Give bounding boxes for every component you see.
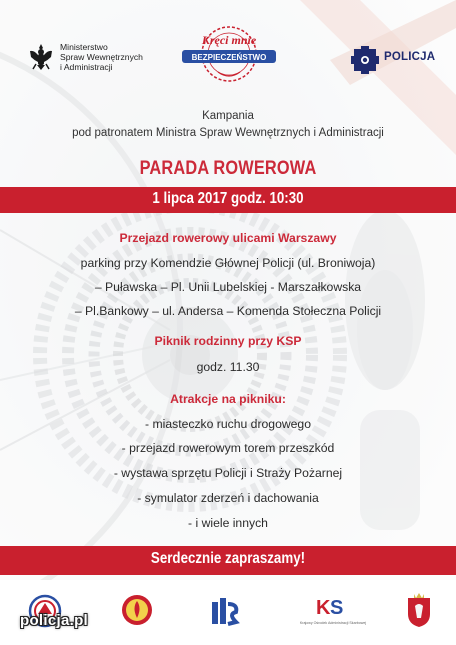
polish-eagle-icon bbox=[28, 42, 54, 72]
attraction-item: - symulator zderzeń i dachowania bbox=[137, 491, 319, 505]
its-logo-icon bbox=[210, 594, 240, 626]
attraction-item: - przejazd rowerowym torem przeszkód bbox=[121, 441, 335, 455]
invitation-text: Serdecznie zapraszamy! bbox=[150, 550, 306, 567]
watermark: policja.pl bbox=[20, 612, 89, 629]
campaign-logo-bottom-text: BEZPIECZEŃSTWO bbox=[191, 53, 267, 62]
poster-header bbox=[0, 0, 456, 95]
event-date: 1 lipca 2017 godz. 10:30 bbox=[152, 190, 304, 207]
ministry-line-1: Ministerstwo bbox=[60, 42, 108, 52]
svg-text:S: S bbox=[330, 597, 344, 619]
attractions-heading: Atrakcje na pikniku: bbox=[170, 392, 286, 406]
kas-logo-icon bbox=[299, 588, 367, 636]
patronage-line: pod patronatem Ministra Spraw Wewnętrznych i Administracji bbox=[72, 127, 384, 139]
event-title: PARADA ROWEROWA bbox=[139, 158, 317, 179]
picnic-time: godz. 11.30 bbox=[196, 360, 260, 374]
route-line-2: – Puławska – Pl. Unii Lubelskiej - Marszałkowska bbox=[94, 280, 362, 294]
attraction-item: - wystawa sprzętu Policji i Straży Pożarnej bbox=[113, 466, 343, 480]
picnic-heading: Piknik rodzinny przy KSP bbox=[154, 334, 302, 348]
ministry-line-3: i Administracji bbox=[60, 62, 113, 72]
police-star-icon bbox=[350, 46, 380, 74]
route-line-3: – Pl.Bankowy – ul. Andersa – Komenda Stołeczna Policji bbox=[74, 304, 382, 318]
attraction-item: - miasteczko ruchu drogowego bbox=[145, 417, 311, 431]
campaign-logo bbox=[178, 24, 280, 84]
fire-brigade-logo-icon bbox=[120, 592, 154, 628]
ministry-line-2: Spraw Wewnętrznych bbox=[60, 52, 143, 62]
campaign-logo-top-text: Kręci mnie bbox=[201, 33, 257, 47]
attraction-item: - i wiele innych bbox=[188, 516, 268, 530]
ministry-name bbox=[60, 42, 143, 72]
police-label: POLICJA bbox=[384, 51, 436, 63]
kas-logo-caption: Krajowy Ośrodek Administracji Skarbowej bbox=[299, 621, 367, 625]
campaign-label: Kampania bbox=[202, 110, 254, 122]
route-line-1: parking przy Komendzie Głównej Policji (ul. Broniwoja) bbox=[80, 256, 376, 270]
warsaw-coat-of-arms-icon bbox=[404, 592, 434, 628]
svg-text:K: K bbox=[316, 597, 331, 619]
route-heading: Przejazd rowerowy ulicami Warszawy bbox=[119, 231, 337, 245]
